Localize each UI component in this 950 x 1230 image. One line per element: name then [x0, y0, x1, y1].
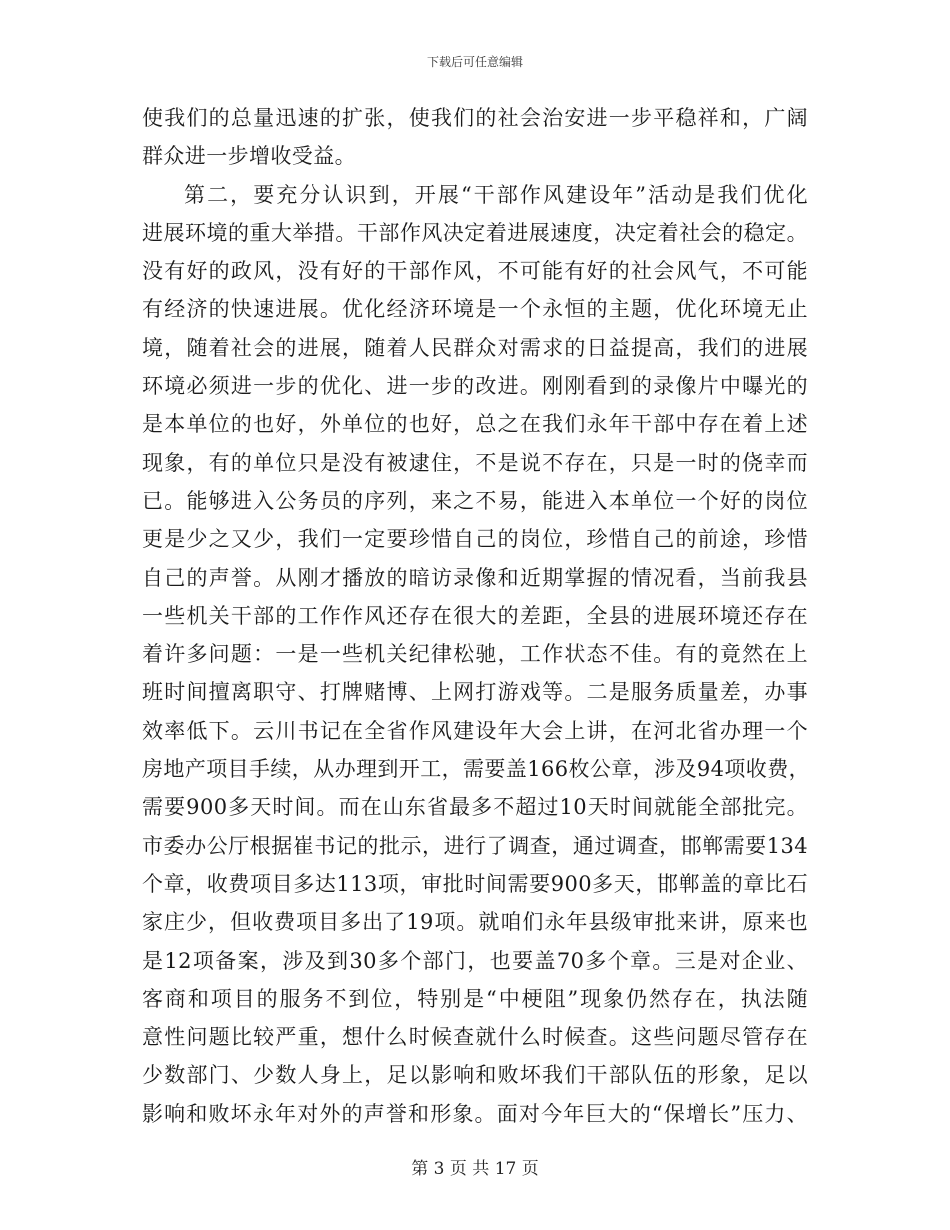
text-line: 家庄少，但收费项目多出了19项。就咱们永年县级审批来讲，原来也 — [142, 910, 808, 935]
text-line: 个章，收费项目多达113项，审批时间需要900多天，邯郸盖的章比石 — [142, 871, 808, 896]
text-line: 境，随着社会的进展，随着人民群众对需求的日益提高，我们的进展 — [142, 335, 808, 360]
text-line: 进展环境的重大举措。干部作风决定着进展速度，决定着社会的稳定。 — [142, 220, 808, 245]
text-line: 少数部门、少数人身上，足以影响和败坏我们干部队伍的形象，足以 — [142, 1063, 808, 1088]
text-line: 是12项备案，涉及到30多个部门，也要盖70多个章。三是对企业、 — [142, 948, 808, 973]
page-number-footer: 第 3 页 共 17 页 — [411, 1159, 539, 1179]
text-line: 使我们的总量迅速的扩张，使我们的社会治安进一步平稳祥和，广阔 — [142, 106, 808, 130]
text-line: 需要900多天时间。而在山东省最多不超过10天时间就能全部批完。 — [142, 795, 808, 820]
text-line: 没有好的政风，没有好的干部作风，不可能有好的社会风气，不可能 — [142, 259, 808, 284]
text-line: 客商和项目的服务不到位，特别是“中梗阻”现象仍然存在，执法随 — [142, 986, 808, 1011]
text-line: 班时间擅离职守、打牌赌博、上网打游戏等。二是服务质量差，办事 — [142, 680, 808, 705]
text-line: 影响和败坏永年对外的声誉和形象。面对今年巨大的“保增长”压力、 — [142, 1101, 808, 1126]
text-line: 更是少之又少，我们一定要珍惜自己的岗位，珍惜自己的前途，珍惜 — [142, 527, 808, 552]
text-line: 现象，有的单位只是没有被逮住，不是说不存在，只是一时的侥幸而 — [142, 450, 808, 475]
paragraph-first-line: 第二，要充分认识到，开展“干部作风建设年”活动是我们优化 — [184, 182, 808, 207]
text-line: 市委办公厅根据崔书记的批示，进行了调查，通过调查，邯郸需要134 — [142, 833, 808, 858]
text-line: 着许多问题：一是一些机关纪律松驰，工作状态不佳。有的竟然在上 — [142, 642, 808, 667]
page-header-note: 下载后可任意编辑 — [426, 55, 523, 69]
text-line: 群众进一步增收受益。 — [142, 144, 356, 169]
document-body — [142, 99, 811, 1133]
text-line: 自己的声誉。从刚才播放的暗访录像和近期掌握的情况看，当前我县 — [142, 565, 808, 590]
text-line: 环境必须进一步的优化、进一步的改进。刚刚看到的录像片中曝光的 — [142, 374, 808, 399]
text-line: 是本单位的也好，外单位的也好，总之在我们永年干部中存在着上述 — [142, 412, 808, 437]
text-line: 房地产项目手续，从办理到开工，需要盖166枚公章，涉及94项收费， — [142, 757, 811, 782]
text-line: 一些机关干部的工作作风还存在很大的差距，全县的进展环境还存在 — [142, 603, 808, 628]
text-line: 意性问题比较严重，想什么时候查就什么时候查。这些问题尽管存在 — [142, 1025, 808, 1050]
text-line: 有经济的快速进展。优化经济环境是一个永恒的主题，优化环境无止 — [142, 297, 808, 322]
text-line: 效率低下。云川书记在全省作风建设年大会上讲，在河北省办理一个 — [142, 718, 808, 743]
text-line: 已。能够进入公务员的序列，来之不易，能进入本单位一个好的岗位 — [142, 488, 808, 513]
